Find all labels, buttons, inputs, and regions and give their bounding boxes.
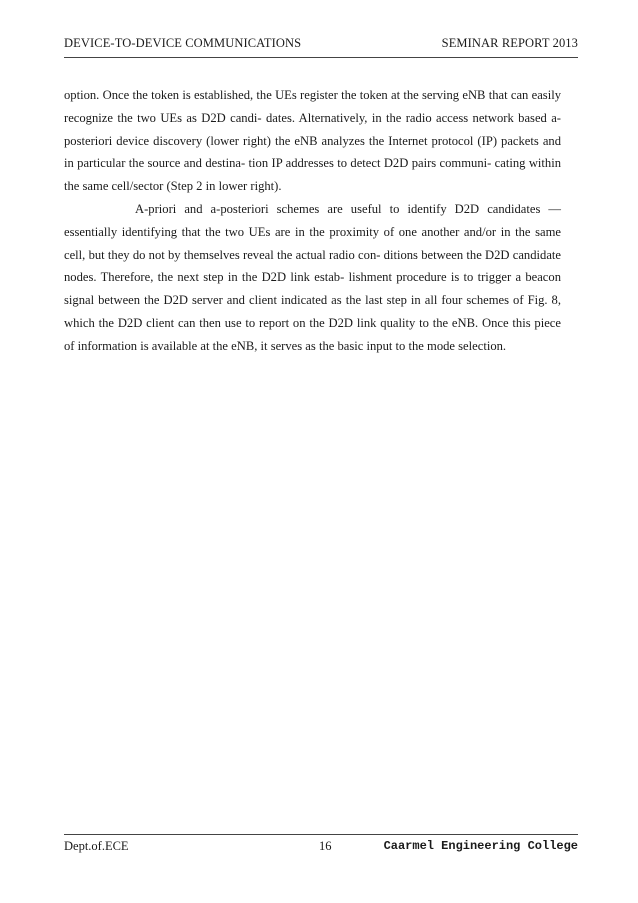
header-report-label: SEMINAR REPORT 2013	[441, 36, 578, 50]
header-rule	[64, 57, 578, 58]
page-header	[64, 36, 578, 56]
page-number: 16	[319, 839, 332, 853]
body-text	[64, 84, 561, 358]
paragraph-1: option. Once the token is established, the UEs register the token at the serving eNB that can easily recognize the two UEs as D2D candi- dates. Alternatively, in the radio access network based a-posteriori device discovery (lower right) the eNB analyzes the Internet protocol (IP) packets and in particular the source and destina- tion IP addresses to detect D2D pairs communi- cating within the same cell/sector (Step 2 in lower right).	[64, 88, 561, 194]
paragraph-2: A-priori and a-posteriori schemes are useful to identify D2D candidates — essentially identifying that the two UEs are in the proximity of one another and/or in the same cell, but they do not by themselves reveal the actual radio con- ditions between the D2D candidate nodes. Therefore, the next step in the D2D link estab- lishment procedure is to trigger a beacon signal between the D2D server and client indicated as the last step in all four schemes of Fig. 8, which the D2D client can then use to report on the D2D link quality to the eNB. Once this piece of information is available at the eNB, it serves as the basic input to the mode selection.	[64, 201, 561, 353]
header-title: DEVICE-TO-DEVICE COMMUNICATIONS	[64, 36, 302, 50]
footer-department: Dept.of.ECE	[64, 839, 129, 853]
footer-rule	[64, 834, 578, 835]
footer-college: Caarmel Engineering College	[383, 839, 578, 853]
page-footer	[64, 839, 578, 859]
